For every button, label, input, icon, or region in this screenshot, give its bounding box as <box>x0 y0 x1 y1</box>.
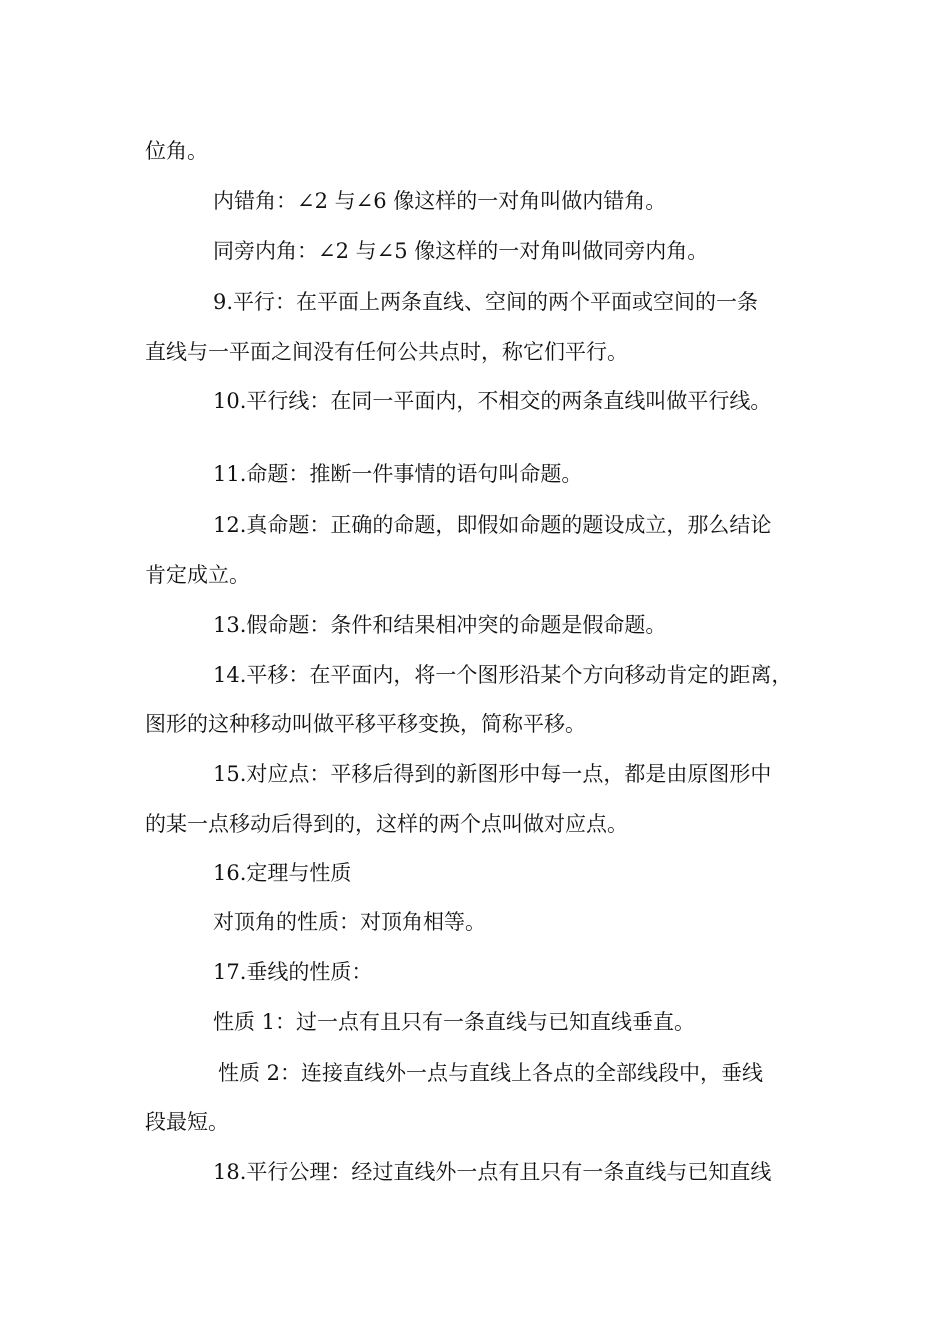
text-line: 直线与一平面之间没有任何公共点时，称它们平行。 <box>145 340 628 364</box>
text-line: 14.平移：在平面内，将一个图形沿某个方向移动肯定的距离， <box>213 663 793 687</box>
text-line: 的某一点移动后得到的，这样的两个点叫做对应点。 <box>145 812 628 836</box>
text-line: 15.对应点：平移后得到的新图形中每一点，都是由原图形中 <box>213 762 772 786</box>
text-line: 13.假命题：条件和结果相冲突的命题是假命题。 <box>213 613 667 637</box>
text-line: 性质 2：连接直线外一点与直线上各点的全部线段中，垂线 <box>218 1061 764 1085</box>
text-line: 17.垂线的性质： <box>213 960 373 984</box>
text-line: 18.平行公理：经过直线外一点有且只有一条直线与已知直线 <box>213 1160 772 1184</box>
text-line: 图形的这种移动叫做平移平移变换，简称平移。 <box>145 712 586 736</box>
text-line: 12.真命题：正确的命题，即假如命题的题设成立，那么结论 <box>213 513 772 537</box>
text-line: 段最短。 <box>145 1110 229 1134</box>
text-line: 10.平行线：在同一平面内，不相交的两条直线叫做平行线。 <box>213 389 772 413</box>
text-line: 同旁内角：∠2 与∠5 像这样的一对角叫做同旁内角。 <box>213 239 709 263</box>
text-line: 内错角：∠2 与∠6 像这样的一对角叫做内错角。 <box>213 189 667 213</box>
text-line: 9.平行：在平面上两条直线、空间的两个平面或空间的一条 <box>213 290 759 314</box>
text-line: 肯定成立。 <box>145 563 250 587</box>
text-line: 位角。 <box>145 139 208 163</box>
text-line: 性质 1：过一点有且只有一条直线与已知直线垂直。 <box>213 1010 696 1034</box>
text-line: 16.定理与性质 <box>213 861 352 885</box>
text-line: 对顶角的性质：对顶角相等。 <box>213 910 486 934</box>
text-line: 11.命题：推断一件事情的语句叫命题。 <box>213 462 583 486</box>
